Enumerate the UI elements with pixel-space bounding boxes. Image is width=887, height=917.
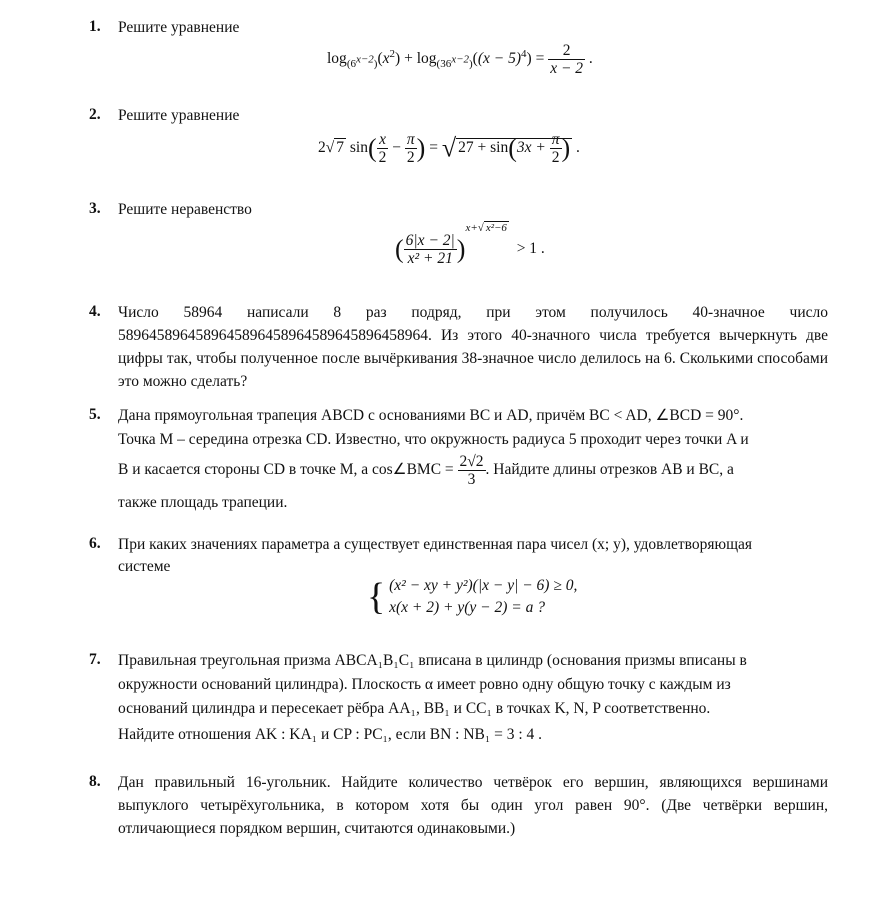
problem-8-number: 8. [89,773,101,790]
problem-6-line1: При каких значениях параметра a существует единственная пара чисел (x; y), удовлетворяющая [118,536,753,553]
problem-1-formula: $\log_{(6^{x-2})}(x^2) + \log_{(36^{x-2})}((x - 5)^4)$ = $\frac{2}{x - 2}$ . [327,42,593,77]
problem-8-text: Дан правильный 16-угольник. Найдите количество четвёрок его вершин, являющихся вершинами выпуклого четырёхугольника, в котором хотя бы один угол равен 90°. (Две четвёрки вершин, отличающиеся порядком вершин, считаются одинаковыми.) [118,774,828,837]
problem-4-text: Число 58964 написали 8 раз подряд, при этом получилось 40-значное число 5896458964589645896458964589645896458964. Из этого 40-значного числа требуется вычеркнуть две цифры так, чтобы полученное после вычёркивания 38-значное число делилось на 6. Сколькими способами это можно сделать? [118,304,828,390]
problem-2-prompt: Решите уравнение [118,107,240,124]
problem-1-number: 1. [89,18,101,35]
problem-5-line3: B и касается стороны CD в точке M, а cos∠BMC = $\frac{2√2}{3}$ . Найдите длины отрезков AB и BC, а [118,453,734,488]
problem-6-line2: системе [118,558,171,575]
problem-5-number: 5. [89,406,101,423]
problem-7-line2: окружности оснований цилиндра). Плоскость α имеет ровно одну общую точку с каждым из [118,676,731,693]
problem-5-line4: также площадь трапеции. [118,494,288,511]
problem-5-line1: Дана прямоугольная трапеция ABCD с основаниями BC и AD, причём BC < AD, ∠BCD = 90°. [118,407,744,424]
problem-6-system: { (x² − xy + y²)(|x − y| − 6) ≥ 0, x(x + 2) + y(y − 2) = a ? [367,576,578,618]
problem-3-number: 3. [89,200,101,217]
problem-1-prompt: Решите уравнение [118,19,240,36]
problem-7-line3: оснований цилиндра и пересекает рёбра AA₁, BB₁ и CC₁ в точках K, N, P соответственно. [118,700,711,717]
problem-7-number: 7. [89,651,101,668]
problem-7-line1: Правильная треугольная призма ABCA₁B₁C₁ вписана в цилиндр (основания призмы вписаны в [118,652,747,669]
problem-6-number: 6. [89,535,101,552]
problem-3-prompt: Решите неравенство [118,201,252,218]
problem-2-formula: 2√ 7 sin( $\frac{x}{2}$ − $\frac{\pi}{2}$ ) = √ 27 + sin(3x + $\frac{\pi}{2}$ ) . [318,131,580,166]
problem-2-number: 2. [89,106,101,123]
problem-3-formula: ( $\frac{6|x - 2|}{\text{x² + 21}}$ )$^{x+√ x^2-6}$ > 1 . [395,222,545,267]
problem-5-line2: Точка M – середина отрезка CD. Известно, что окружность радиуса 5 проходит через точки A и [118,431,749,448]
problem-4-number: 4. [89,303,101,320]
problem-7-line4: Найдите отношения AK : KA₁ и CP : PC₁, если BN : NB₁ = 3 : 4 . [118,726,543,743]
